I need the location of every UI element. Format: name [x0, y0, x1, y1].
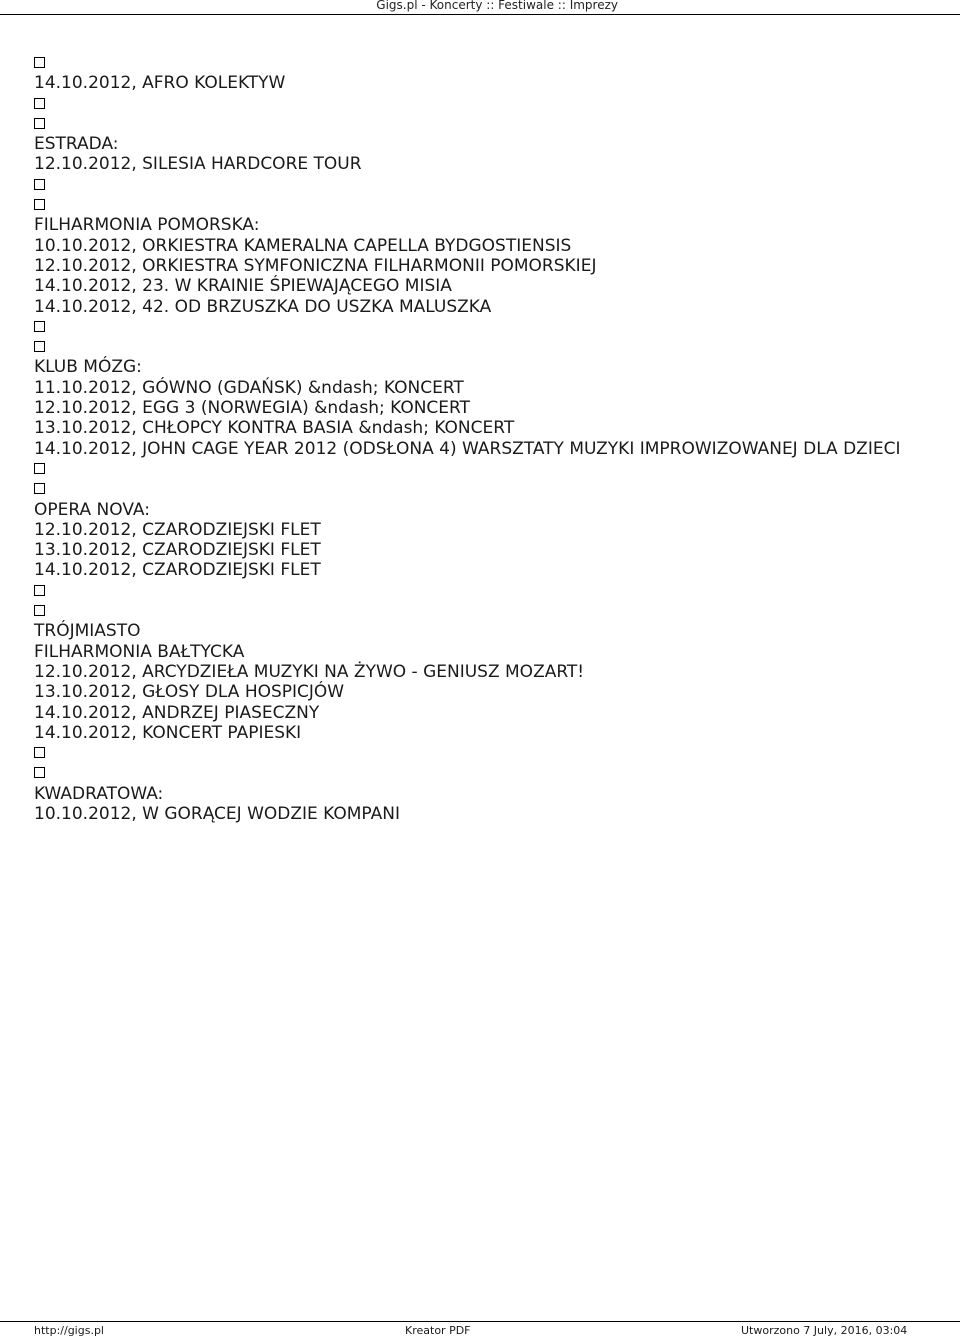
square-bullet-icon — [34, 585, 45, 596]
square-bullet-icon — [34, 199, 45, 210]
bullet-box-row — [34, 175, 934, 195]
bullet-box-row — [34, 743, 934, 763]
list-item — [34, 297, 934, 317]
bullet-box-row — [34, 317, 934, 337]
bullet-box-row — [34, 763, 934, 783]
list-item-text: 12.10.2012, CZARODZIEJSKI FLET — [34, 519, 321, 540]
list-item-text: 11.10.2012, GÓWNO (GDAŃSK) &ndash; KONCERT — [34, 377, 464, 398]
square-bullet-icon — [34, 483, 45, 494]
list-item — [34, 276, 934, 296]
square-bullet-icon — [34, 605, 45, 616]
footer-creator: Kreator PDF — [405, 1324, 471, 1337]
list-item-text: 14.10.2012, CZARODZIEJSKI FLET — [34, 560, 321, 581]
list-item — [34, 439, 934, 459]
list-item-text: 14.10.2012, KONCERT PAPIESKI — [34, 722, 302, 743]
event-list — [34, 53, 934, 824]
list-item — [34, 520, 934, 540]
header-title: Gigs.pl - Koncerty :: Festiwale :: Imprezy — [376, 0, 618, 12]
list-item — [34, 804, 934, 824]
square-bullet-icon — [34, 98, 45, 109]
list-item — [34, 540, 934, 560]
bullet-box-row — [34, 459, 934, 479]
list-item-text: 14.10.2012, 23. W KRAINIE ŚPIEWAJĄCEGO MISIA — [34, 276, 452, 297]
list-item — [34, 621, 934, 641]
page-header — [0, 0, 960, 15]
list-item — [34, 784, 934, 804]
list-item — [34, 378, 934, 398]
list-item — [34, 560, 934, 580]
list-item — [34, 398, 934, 418]
square-bullet-icon — [34, 321, 45, 332]
list-item-text: 10.10.2012, ORKIESTRA KAMERALNA CAPELLA BYDGOSTIENSIS — [34, 235, 572, 256]
list-item-text: 13.10.2012, GŁOSY DLA HOSPICJÓW — [34, 682, 345, 703]
list-item-text: 12.10.2012, ARCYDZIEŁA MUZYKI NA ŻYWO - GENIUSZ MOZART! — [34, 661, 585, 682]
square-bullet-icon — [34, 463, 45, 474]
list-item — [34, 73, 934, 93]
footer-url: http://gigs.pl — [34, 1324, 104, 1337]
list-item-text: OPERA NOVA: — [34, 499, 150, 520]
bullet-box-row — [34, 94, 934, 114]
bullet-box-row — [34, 581, 934, 601]
bullet-box-row — [34, 195, 934, 215]
list-item-text: 13.10.2012, CZARODZIEJSKI FLET — [34, 540, 321, 561]
list-item — [34, 134, 934, 154]
list-item-text: KLUB MÓZG: — [34, 357, 142, 378]
list-item — [34, 418, 934, 438]
list-item-text: 13.10.2012, CHŁOPCY KONTRA BASIA &ndash; KONCERT — [34, 418, 515, 439]
list-item-text: ESTRADA: — [34, 134, 119, 155]
list-item-text: 14.10.2012, ANDRZEJ PIASECZNY — [34, 702, 320, 723]
list-item-text: KWADRATOWA: — [34, 783, 164, 804]
list-item — [34, 723, 934, 743]
list-item-text: 14.10.2012, AFRO KOLEKTYW — [34, 73, 286, 94]
list-item — [34, 357, 934, 377]
list-item — [34, 154, 934, 174]
list-item-text: 12.10.2012, EGG 3 (NORWEGIA) &ndash; KONCERT — [34, 398, 470, 419]
bullet-box-row — [34, 479, 934, 499]
list-item-text: 14.10.2012, JOHN CAGE YEAR 2012 (ODSŁONA 4) WARSZTATY MUZYKI IMPROWIZOWANEJ DLA DZIECI — [34, 438, 901, 459]
bullet-box-row — [34, 53, 934, 73]
footer-created: Utworzono 7 July, 2016, 03:04 — [741, 1324, 908, 1337]
square-bullet-icon — [34, 341, 45, 352]
square-bullet-icon — [34, 747, 45, 758]
list-item — [34, 642, 934, 662]
list-item — [34, 215, 934, 235]
bullet-box-row — [34, 114, 934, 134]
list-item-text: 14.10.2012, 42. OD BRZUSZKA DO USZKA MALUSZKA — [34, 296, 492, 317]
list-item — [34, 703, 934, 723]
list-item-text: 12.10.2012, SILESIA HARDCORE TOUR — [34, 154, 362, 175]
list-item — [34, 682, 934, 702]
list-item-text: FILHARMONIA BAŁTYCKA — [34, 641, 245, 662]
square-bullet-icon — [34, 179, 45, 190]
list-item — [34, 662, 934, 682]
bullet-box-row — [34, 601, 934, 621]
list-item-text: TRÓJMIASTO — [34, 621, 141, 642]
list-item-text: FILHARMONIA POMORSKA: — [34, 215, 260, 236]
list-item — [34, 500, 934, 520]
square-bullet-icon — [34, 767, 45, 778]
square-bullet-icon — [34, 57, 45, 68]
list-item — [34, 236, 934, 256]
square-bullet-icon — [34, 118, 45, 129]
bullet-box-row — [34, 337, 934, 357]
list-item-text: 10.10.2012, W GORĄCEJ WODZIE KOMPANI — [34, 803, 400, 824]
page-footer — [0, 1321, 960, 1339]
list-item-text: 12.10.2012, ORKIESTRA SYMFONICZNA FILHARMONII POMORSKIEJ — [34, 255, 597, 276]
list-item — [34, 256, 934, 276]
